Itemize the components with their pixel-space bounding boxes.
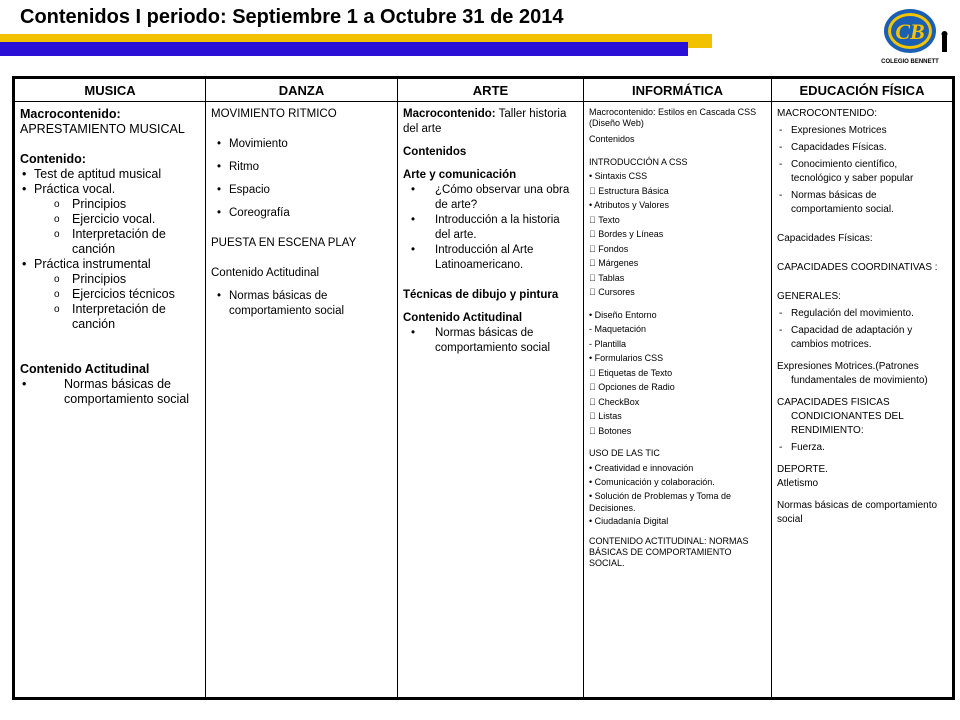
musica-actitudinal-item: • Normas básicas de comportamiento social [20, 377, 200, 407]
edfisica-deporte: DEPORTE. [777, 464, 828, 475]
informatica-item: Etiquetas de Texto [589, 367, 663, 378]
arte-tecnicas-label: Técnicas de dibujo y pintura [403, 289, 559, 301]
informatica-cell [584, 102, 772, 699]
edfisica-macro: MACROCONTENIDO: [777, 108, 877, 119]
informatica-intro: INTRODUCCIÓN A CSS [589, 156, 688, 167]
musica-subitem: o Ejercicio vocal. [20, 212, 200, 227]
informatica-item: • Sintaxis CSS [589, 171, 648, 181]
informatica-item: Márgenes [589, 258, 630, 268]
informatica-item: CheckBox [589, 396, 631, 407]
danza-actitudinal-item: • Normas básicas de comportamiento social [215, 289, 392, 319]
logo-text: CB [895, 19, 925, 44]
page-title: Contenidos I periodo: Septiembre 1 a Octubre 31 de 2014 [20, 6, 564, 28]
edfisica-cell [772, 102, 954, 699]
danza-heading: MOVIMIENTO RITMICO [211, 108, 337, 120]
musica-macro-value: APRESTAMIENTO MUSICAL [20, 122, 185, 136]
danza-cell [206, 102, 398, 699]
edfisica-generales-item: - Regulación del movimiento. [777, 307, 947, 321]
danza-item: • Coreografía [215, 206, 392, 221]
musica-macro-label: Macrocontenido: [20, 107, 121, 121]
informatica-item: Opciones de Radio [589, 382, 666, 392]
informatica-tic-label: USO DE LAS TIC [589, 448, 660, 458]
musica-cell [14, 102, 206, 699]
arte-item: • ¿Cómo observar una obra de arte? [409, 183, 578, 213]
informatica-macro: Macrocontenido: Estilos en Cascada CSS (Diseño Web) [589, 107, 757, 128]
title-underline-blue [0, 42, 688, 56]
edfisica-generales-item: - Capacidad de adaptación y cambios motrices. [777, 324, 947, 352]
informatica-item: • Atributos y Valores [589, 200, 670, 210]
edfisica-normas: Normas básicas de comportamiento social [777, 500, 938, 525]
header-row [14, 78, 954, 102]
danza-item: • Espacio [215, 183, 392, 198]
col-header-educacion-fisica: EDUCACIÓN FÍSICA [772, 78, 954, 102]
edfisica-condicionantes-item: - Fuerza. [777, 441, 947, 455]
musica-item: • Test de aptitud musical [20, 167, 200, 182]
informatica-actitudinal: CONTENIDO ACTITUDINAL: NORMAS BÁSICAS DE COMPORTAMIENTO SOCIAL. [589, 536, 749, 568]
edfisica-condicionantes: CAPACIDADES FISICAS CONDICIONANTES DEL RENDIMIENTO: [777, 397, 904, 436]
arte-item: • Introducción al Arte Latinoamericano. [409, 243, 578, 273]
arte-macro-value: Taller historia del arte [403, 108, 567, 135]
edfisica-macro-item: - Capacidades Físicas. [777, 141, 947, 155]
informatica-item: Texto [589, 214, 611, 225]
informatica-item: • Diseño Entorno [589, 309, 657, 320]
musica-actitudinal-label: Contenido Actitudinal [20, 362, 150, 376]
informatica-item: Listas [589, 411, 613, 421]
musica-subitem: o Ejercicios técnicos [20, 287, 200, 302]
col-header-informatica: INFORMÁTICA [584, 78, 772, 102]
musica-item: • Práctica instrumental [20, 257, 200, 272]
arte-macro-label: Macrocontenido: [403, 108, 496, 120]
edfisica-macro-item: - Normas básicas de comportamiento social. [777, 189, 947, 217]
informatica-item: Estructura Básica [589, 185, 660, 196]
informatica-tic-item: • Ciudadanía Digital [589, 515, 669, 526]
arte-actitudinal-label: Contenido Actitudinal [403, 312, 523, 324]
arte-item: • Introducción a la historia del arte. [409, 213, 578, 243]
informatica-item: - Maquetación [589, 324, 647, 334]
musica-subitem: o Interpretación de canción [20, 227, 200, 257]
informatica-item: Bordes y Líneas [589, 229, 655, 239]
arte-actitudinal-item: • Normas básicas de comportamiento social [409, 326, 578, 356]
danza-puesta: PUESTA EN ESCENA PLAY [211, 237, 357, 249]
arte-cell [398, 102, 584, 699]
informatica-item: Botones [589, 425, 623, 436]
informatica-item: Tablas [589, 272, 616, 283]
edfisica-generales: GENERALES: [777, 291, 841, 302]
col-header-arte: ARTE [398, 78, 584, 102]
logo-caption: COLEGIO BENNETT [881, 59, 939, 65]
arte-comunicacion-label: Arte y comunicación [403, 169, 517, 181]
edfisica-cap-fisicas: Capacidades Físicas: [777, 233, 873, 244]
musica-subitem: o Principios [20, 272, 200, 287]
informatica-item: Fondos [589, 243, 620, 254]
informatica-contenidos: Contenidos [589, 134, 635, 144]
col-header-danza: DANZA [206, 78, 398, 102]
informatica-item: - Plantilla [589, 338, 627, 349]
colegio-bennett-logo [872, 6, 956, 66]
musica-item: • Práctica vocal. [20, 182, 200, 197]
col-header-musica: MUSICA [14, 78, 206, 102]
danza-actitudinal-label: Contenido Actitudinal [211, 267, 320, 279]
arte-contenidos-label: Contenidos [403, 146, 467, 158]
informatica-tic-item: • Comunicación y colaboración. [589, 477, 715, 487]
edfisica-atletismo: Atletismo [777, 478, 819, 489]
informatica-tic-item: • Creatividad e innovación [589, 462, 694, 473]
edfisica-expresiones: Expresiones Motrices.(Patrones fundamentales de movimiento) [777, 361, 928, 386]
edfisica-macro-item: - Expresiones Motrices [777, 124, 947, 138]
contents-table [12, 76, 955, 700]
musica-subitem: o Principios [20, 197, 200, 212]
informatica-item: • Formularios CSS [589, 353, 664, 363]
edfisica-coordinativas: CAPACIDADES COORDINATIVAS : [777, 262, 938, 273]
danza-item: • Ritmo [215, 160, 392, 175]
musica-subitem: o Interpretación de canción [20, 302, 200, 332]
informatica-item: Cursores [589, 287, 626, 297]
edfisica-macro-item: - Conocimiento científico, tecnológico y saber popular [777, 158, 947, 186]
danza-item: • Movimiento [215, 137, 392, 152]
informatica-tic-item: • Solución de Problemas y Toma de Decisiones. [589, 490, 732, 513]
content-row [14, 102, 954, 699]
musica-contenido-label: Contenido: [20, 152, 86, 166]
